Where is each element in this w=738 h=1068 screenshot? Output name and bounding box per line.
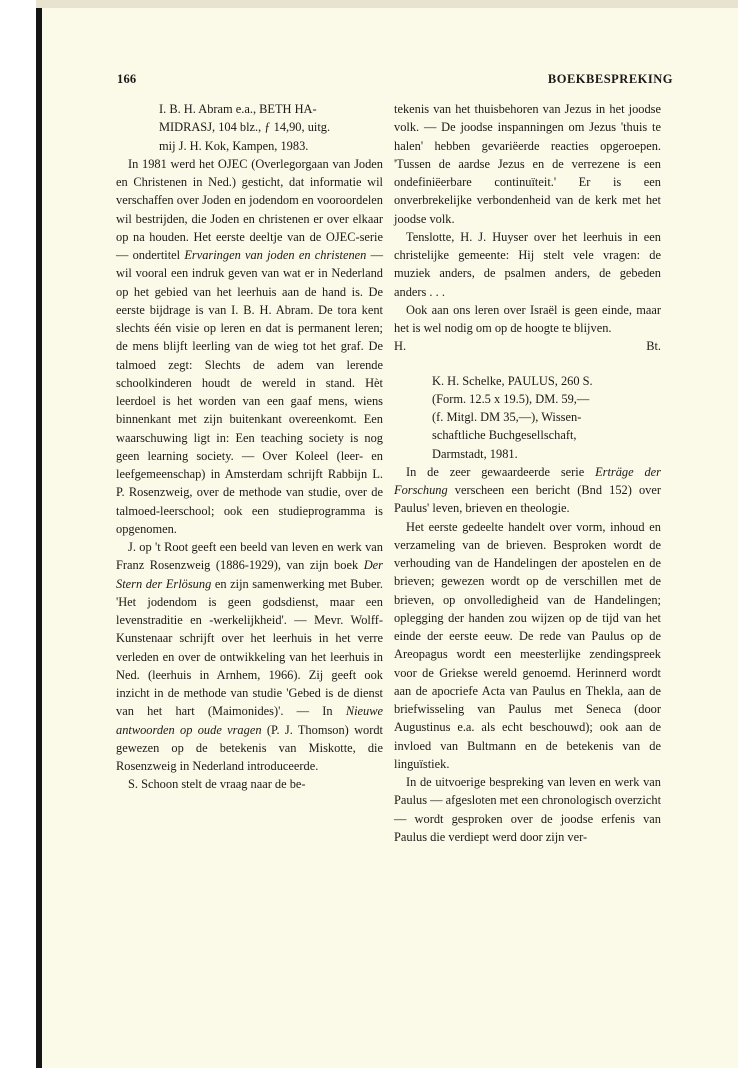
citation-line: I. B. H. Abram e.a., BETH HA- <box>159 102 317 116</box>
review2-paragraph-3: In de uitvoerige bespreking van leven en werk van Paulus — afgesloten met een chronologisch overzicht — wordt gesproken over de joodse erfenis van Paulus die verdiept werd door zijn ver- <box>394 775 662 844</box>
review2-paragraph-2: Het eerste gedeelte handelt over vorm, inhoud en verzameling van de brieven. Besproken wordt de verhouding van de Handelingen der apostelen en de brieven; gewezen wordt op de verschillen met de brieven, op onvolledigheid van de Handelingen; oplegging der handen zou wijzen op de tijd van het einde der eerste eeuw. De rede van Paulus op de Areopagus wordt een meesterlijke zendingspreek voor de Griekse wereld genoemd. Herinnerd wordt aan de apocriefe Acta van Paulus en Thekla, aan de briefwisseling van Paulus met Seneca (door Augustinus e.a. als echt beschouwd); ook aan de invloed van Bultmann en de betekenis van de linguïstiek. <box>394 519 661 771</box>
running-head: BOEKBESPREKING <box>547 72 673 86</box>
review1-paragraph-3-continued: tekenis van het thuisbehoren van Jezus in het joodse volk. — De joodse inspanningen om Jezus 'thuis te halen' hebben gevariëerde reacties opgeroepen. 'Tussen de aardse Jezus en de verrezene is een ondefiniëerbare continuïteit.' Er is een onverbrekelijke verbondenheid van de kerk met het joodse volk. <box>394 102 661 226</box>
citation-line: K. H. Schelke, PAULUS, 260 S. <box>432 373 593 388</box>
citation-line: (Form. 12.5 x 19.5), DM. 59,— <box>432 391 590 406</box>
page-number: 166 <box>117 72 137 86</box>
review1-paragraph-2: J. op 't Root geeft een beeld van leven en werk van Franz Rosenzweig (1886-1929), van zijn boek Der Stern der Erlösung en zijn samenwerking met Buber. 'Het jodendom is geen godsdienst, maar een levenstraditie en -werkelijkheid'. — Mevr. Wolff-Kunstenaar schrijft over het leerhuis in het verre verleden en over de ontwikkeling van het leerhuis in Ned. (leerhuis in Arnhem, 1966). Zij geeft ook inzicht in de methode van studie 'Gebed is de dienst van het hart (Maimonides)'. — In Nieuwe antwoorden op oude vragen (P. J. Thomson) wordt gewezen op de betekenis van Miskotte, die Rosenzweig in Nederland introduceerde. <box>116 540 384 773</box>
signature-initial: H. <box>394 339 407 354</box>
citation-line: Darmstadt, 1981. <box>432 446 518 461</box>
review1-paragraph-5: Ook aan ons leren over Israël is geen einde, maar het is wel nodig om op de hoogte te blijven. <box>394 302 661 335</box>
review1-signature <box>394 337 661 355</box>
review2-paragraph-1: In de zeer gewaardeerde serie Erträge der Forschung verscheen een bericht (Bnd 152) over Paulus' leven, brieven en theologie. <box>394 464 661 516</box>
citation-line: MIDRASJ, 104 blz., ƒ 14,90, uitg. <box>159 120 331 135</box>
citation-line: mij J. H. Kok, Kampen, 1983. <box>159 138 309 153</box>
citation-line: (f. Mitgl. DM 35,—), Wissen- <box>432 410 582 424</box>
review1-paragraph-4: Tenslotte, H. J. Huyser over het leerhuis in een christelijke gemeente: Hij stelt vele vragen: de muziek anders, de psalmen anders, de gebeden anders . . . <box>394 229 661 299</box>
signature-reviewer: Bt. <box>646 339 661 354</box>
right-column <box>394 100 661 846</box>
left-column <box>116 100 383 794</box>
citation-line: schaftliche Buchgesellschaft, <box>432 428 577 443</box>
scanned-page <box>36 0 738 1068</box>
review2-citation <box>394 372 661 463</box>
review1-paragraph-1: In 1981 werd het OJEC (Overlegorgaan van Joden en Christenen in Ned.) gesticht, dat informatie wil verschaffen over Joden en jodendom en vooroordelen wil bestrijden, die Joden en christenen er over elkaar op na houden. Het eerste deeltje van de OJEC-serie — ondertitel Ervaringen van joden en christenen — wil vooral een indruk geven van wat er in Nederland op het gebied van het leerhuis aan de hand is. De eerste bijdrage is van I. B. H. Abram. De tora kent slechts één visie op leren en dat is permanent leren; de mens blijft leerling van de wieg tot het graf. De talmoed zegt: Slechts de adem van lerende schoolkinderen houdt de wereld in stand. Hèt leerdoel is het worden van een gaaf mens, wiens binnenkant met zijn buitenkant overeenkomt. Een waarschuwing ligt in: Een teaching society is nog geen learning society. — Over Koleel (leer- en leefgemeenschap) in Amsterdam schrijft Rabbijn L. P. Rosenzweig, over de methode van studie, over de talmoed-leerschool; ook een studieprogramma is opgenomen. <box>116 156 383 536</box>
review1-paragraph-3-start: S. Schoon stelt de vraag naar de be- <box>128 777 306 792</box>
review1-citation <box>116 100 383 155</box>
